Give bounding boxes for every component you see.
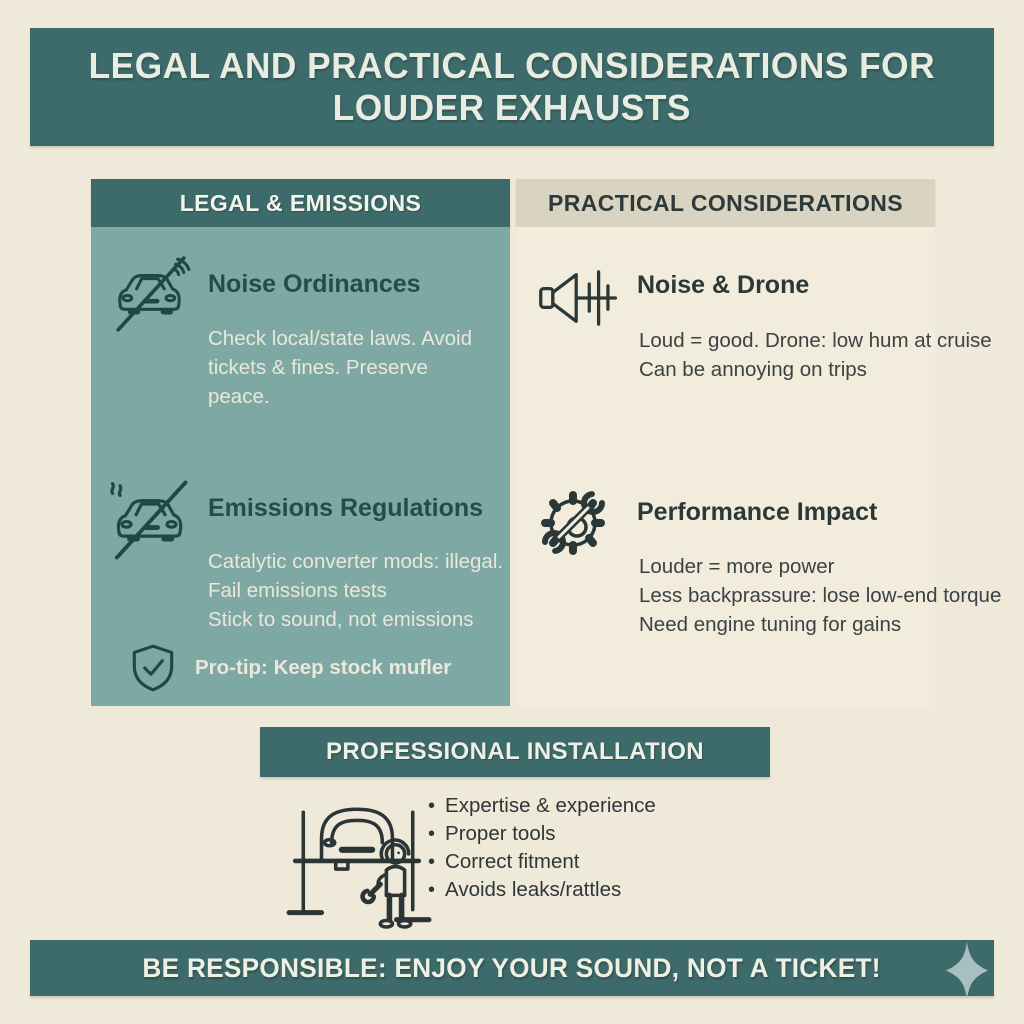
installation-bullet-list [428,792,656,904]
list-item [428,820,656,848]
gear-wrench-icon [531,477,615,561]
legal-item2-text [208,547,503,634]
practical-column-header: PRACTICAL CONSIDERATIONS [516,179,935,227]
speaker-icon [537,260,621,336]
footer-text: BE RESPONSIBLE: ENJOY YOUR SOUND, NOT A TICKET! [142,952,882,983]
text-line: Catalytic converter mods: illegal. [208,550,504,573]
bullet-text: Expertise & experience [445,794,656,817]
no-loud-car-icon [110,252,196,338]
list-item [428,876,656,904]
list-item [428,792,656,820]
legal-item1-text [208,324,472,411]
protip-text: Pro-tip: Keep stock mufler [195,656,452,679]
car-lift-mechanic-icon [281,796,436,936]
title-banner [30,28,994,146]
legal-item2-title: Emissions Regulations [208,494,484,522]
legal-item1-title: Noise Ordinances [208,270,421,298]
bullet-icon: • [428,879,436,901]
practical-item1-text [639,326,992,384]
bullet-icon: • [428,823,436,845]
text-line: peace. [208,385,270,408]
text-line: Check local/state laws. Avoid [208,327,472,350]
list-item [428,848,656,876]
text-line: Need engine tuning for gains [639,613,902,636]
legal-column-header: LEGAL & EMISSIONS [91,179,510,227]
text-line: Less backprassure: lose low-end torque [639,584,1002,607]
bullet-text: Avoids leaks/rattles [445,878,622,901]
practical-item2-title: Performance Impact [637,498,878,526]
bullet-text: Proper tools [445,822,556,845]
sparkle-icon [944,941,990,1001]
bullet-text: Correct fitment [445,850,580,873]
practical-item2-text [639,552,1001,639]
page-title-line2: LOUDER EXHAUSTS [332,87,692,128]
installation-banner: PROFESSIONAL INSTALLATION [260,727,770,777]
text-line: tickets & fines. Preserve [208,356,428,379]
no-emissions-car-icon [104,474,194,564]
page-title-line1: LEGAL AND PRACTICAL CONSIDERATIONS FOR [88,45,936,86]
text-line: Fail emissions tests [208,579,387,602]
bullet-icon: • [428,851,436,873]
text-line: Stick to sound, not emissions [208,608,474,631]
text-line: Loud = good. Drone: low hum at cruise [639,329,992,352]
bullet-icon: • [428,795,436,817]
shield-check-icon [126,641,180,695]
text-line: Can be annoying on trips [639,358,867,381]
practical-item1-title: Noise & Drone [637,271,810,299]
footer-banner [30,940,994,996]
text-line: Louder = more power [639,555,835,578]
